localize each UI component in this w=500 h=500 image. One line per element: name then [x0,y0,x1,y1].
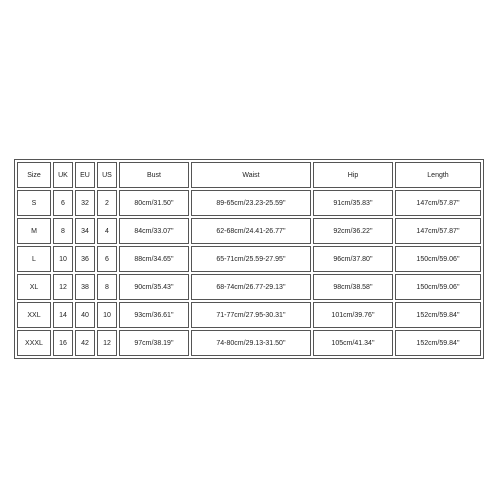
cell-size: XL [17,274,51,300]
cell-length: 147cm/57.87'' [395,218,481,244]
header-us: US [97,162,117,188]
cell-hip: 96cm/37.80'' [313,246,393,272]
header-hip: Hip [313,162,393,188]
cell-eu: 42 [75,330,95,356]
table-row [17,330,481,356]
cell-bust: 88cm/34.65'' [119,246,189,272]
cell-us: 12 [97,330,117,356]
cell-hip: 98cm/38.58'' [313,274,393,300]
cell-hip: 101cm/39.76'' [313,302,393,328]
cell-bust: 90cm/35.43'' [119,274,189,300]
cell-eu: 38 [75,274,95,300]
cell-hip: 92cm/36.22'' [313,218,393,244]
cell-length: 152cm/59.84'' [395,330,481,356]
cell-hip: 105cm/41.34'' [313,330,393,356]
header-size: Size [17,162,51,188]
cell-us: 8 [97,274,117,300]
cell-length: 147cm/57.87'' [395,190,481,216]
cell-uk: 12 [53,274,73,300]
table-row [17,302,481,328]
cell-bust: 93cm/36.61'' [119,302,189,328]
cell-eu: 36 [75,246,95,272]
header-bust: Bust [119,162,189,188]
cell-us: 4 [97,218,117,244]
header-length: Length [395,162,481,188]
cell-bust: 97cm/38.19'' [119,330,189,356]
cell-hip: 91cm/35.83'' [313,190,393,216]
cell-waist: 71-77cm/27.95-30.31'' [191,302,311,328]
header-waist: Waist [191,162,311,188]
cell-length: 150cm/59.06'' [395,274,481,300]
cell-uk: 14 [53,302,73,328]
cell-waist: 74-80cm/29.13-31.50'' [191,330,311,356]
cell-size: M [17,218,51,244]
cell-waist: 62-68cm/24.41-26.77'' [191,218,311,244]
header-uk: UK [53,162,73,188]
cell-size: S [17,190,51,216]
cell-length: 152cm/59.84'' [395,302,481,328]
cell-uk: 10 [53,246,73,272]
cell-eu: 32 [75,190,95,216]
cell-size: XXL [17,302,51,328]
cell-bust: 84cm/33.07'' [119,218,189,244]
cell-waist: 89-65cm/23.23-25.59'' [191,190,311,216]
cell-size: XXXL [17,330,51,356]
table-row [17,246,481,272]
cell-us: 6 [97,246,117,272]
cell-eu: 40 [75,302,95,328]
cell-waist: 65-71cm/25.59-27.95'' [191,246,311,272]
cell-waist: 68-74cm/26.77-29.13'' [191,274,311,300]
cell-length: 150cm/59.06'' [395,246,481,272]
header-eu: EU [75,162,95,188]
cell-uk: 8 [53,218,73,244]
table-row [17,218,481,244]
table-row [17,274,481,300]
table-row [17,190,481,216]
cell-eu: 34 [75,218,95,244]
cell-size: L [17,246,51,272]
size-chart-table [14,159,484,359]
cell-bust: 80cm/31.50'' [119,190,189,216]
cell-uk: 16 [53,330,73,356]
header-row [17,162,481,188]
cell-us: 10 [97,302,117,328]
cell-us: 2 [97,190,117,216]
cell-uk: 6 [53,190,73,216]
